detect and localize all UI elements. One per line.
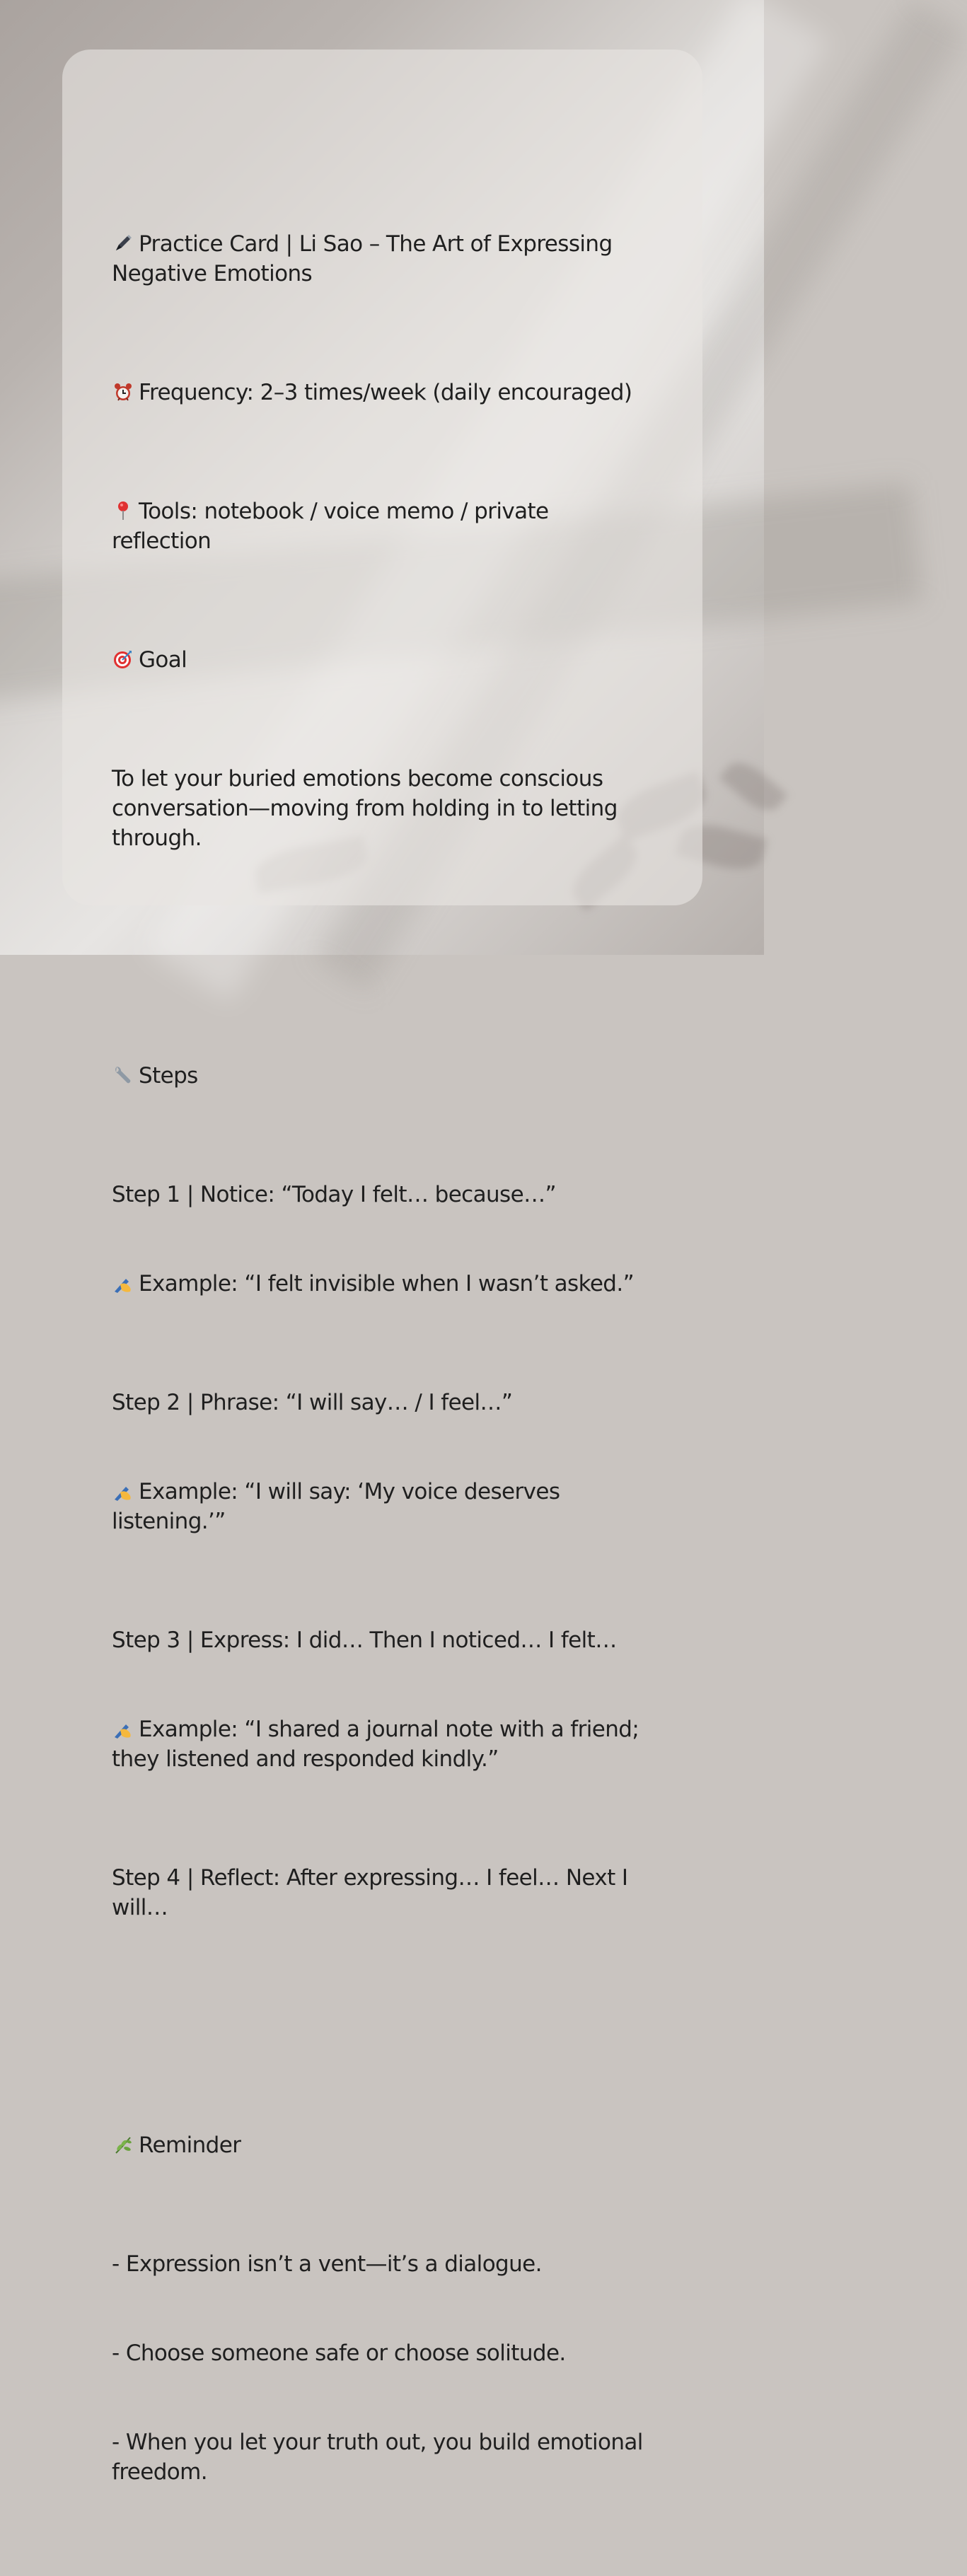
goal-heading: Goal bbox=[139, 647, 187, 673]
wrench-icon bbox=[112, 1064, 134, 1086]
tools-text: Tools: notebook / voice memo / private reflection bbox=[112, 499, 555, 554]
step-2-example: Example: “I will say: ‘My voice deserves listening.’” bbox=[112, 1479, 567, 1534]
card-title-line bbox=[112, 229, 649, 289]
step-1-example-line bbox=[112, 1269, 649, 1299]
spacer bbox=[112, 942, 649, 972]
reminder-item-3: - When you let your truth out, you build emotional freedom. bbox=[112, 2430, 650, 2485]
steps-heading-line bbox=[112, 1061, 649, 1091]
step-2-label: Step 2 | Phrase: “I will say… / I feel…” bbox=[112, 1390, 513, 1415]
pin-icon bbox=[112, 499, 134, 522]
reminder-item-1: - Expression isn’t a vent—it’s a dialogue. bbox=[112, 2251, 542, 2277]
step-3-label: Step 3 | Express: I did… Then I noticed… I felt… bbox=[112, 1628, 617, 1653]
writing-hand-icon bbox=[112, 1480, 134, 1502]
tools-line bbox=[112, 497, 649, 556]
frequency-line bbox=[112, 378, 649, 407]
herb-icon bbox=[112, 2133, 134, 2156]
goal-heading-line bbox=[112, 645, 649, 675]
step-1-example: Example: “I felt invisible when I wasn’t asked.” bbox=[139, 1271, 635, 1296]
writing-hand-icon bbox=[112, 1272, 134, 1294]
frequency-text: Frequency: 2–3 times/week (daily encouraged) bbox=[139, 380, 632, 405]
marker-icon bbox=[112, 232, 134, 255]
goal-text: To let your buried emotions become conscious conversation—moving from holding in to letting through. bbox=[112, 766, 625, 851]
reminder-heading: Reminder bbox=[139, 2133, 241, 2158]
reminder-item-2: - Choose someone safe or choose solitude. bbox=[112, 2340, 566, 2366]
step-3-example-line bbox=[112, 1715, 649, 1774]
writing-hand-icon bbox=[112, 1717, 134, 1740]
card-title: Practice Card | Li Sao – The Art of Expressing Negative Emotions bbox=[112, 231, 619, 286]
alarm-clock-icon bbox=[112, 381, 134, 403]
step-3-example: Example: “I shared a journal note with a friend; they listened and responded kindly.” bbox=[112, 1717, 646, 1772]
spacer bbox=[112, 2012, 649, 2041]
steps-heading: Steps bbox=[139, 1063, 198, 1089]
leaf-shadow bbox=[719, 754, 787, 819]
reminder-heading-line bbox=[112, 2130, 649, 2160]
step-2-example-line bbox=[112, 1477, 649, 1536]
step-4-label: Step 4 | Reflect: After expressing… I feel… Next I will… bbox=[112, 1865, 635, 1920]
target-icon bbox=[112, 648, 134, 671]
step-1-label: Step 1 | Notice: “Today I felt… because…” bbox=[112, 1182, 556, 1207]
practice-card bbox=[62, 50, 702, 2485]
card-content bbox=[112, 140, 649, 2576]
